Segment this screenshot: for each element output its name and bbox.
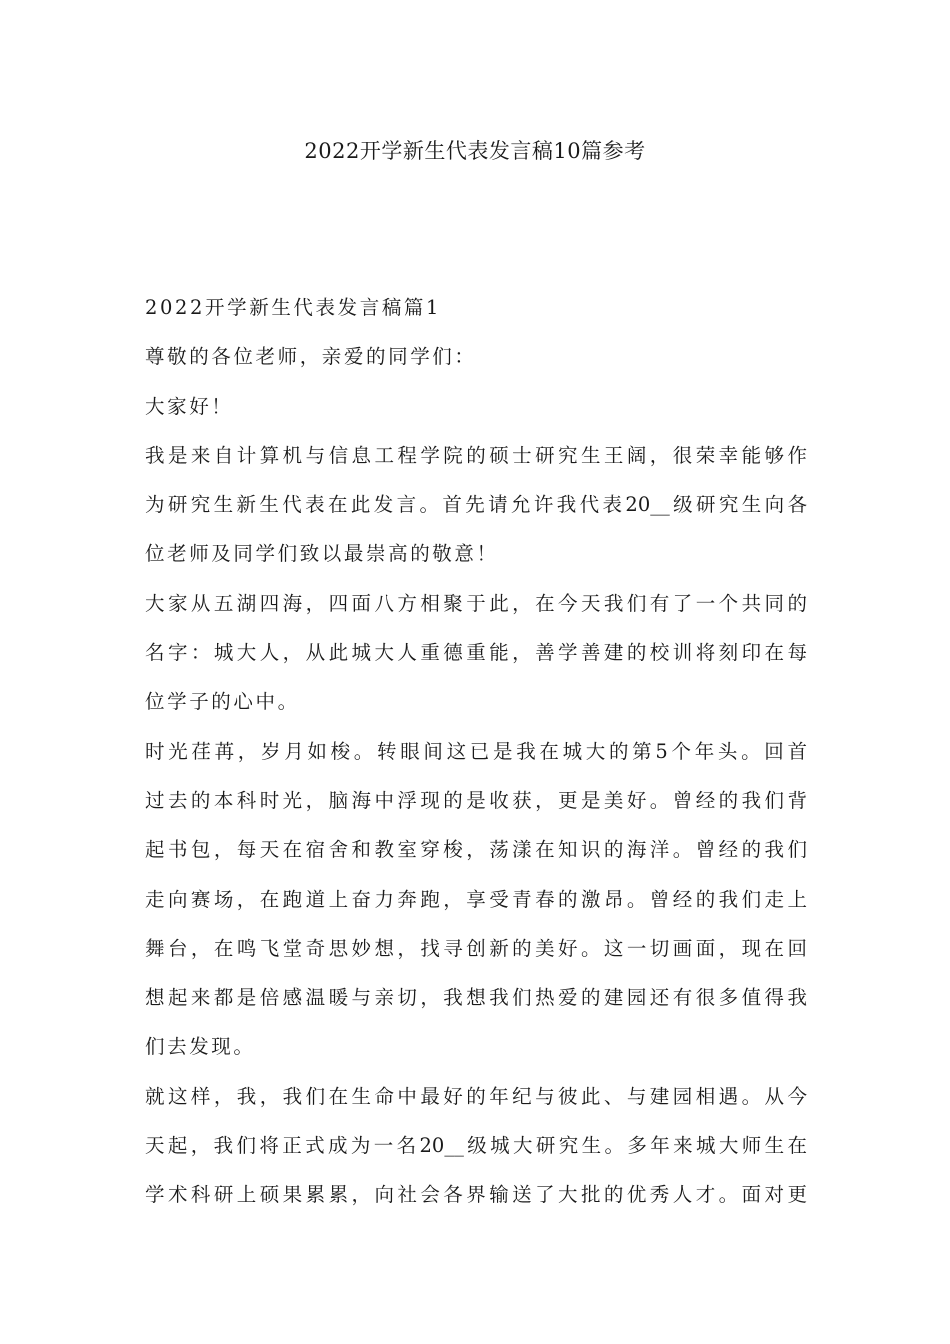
- body-line: 学术科研上硕果累累，向社会各界输送了大批的优秀人才。面对更: [145, 1183, 807, 1207]
- body-line: 大家从五湖四海，四面八方相聚于此，在今天我们有了一个共同的: [145, 591, 807, 615]
- body-line: 名字：城大人，从此城大人重德重能，善学善建的校训将刻印在每: [145, 641, 807, 665]
- body-line: 就这样，我，我们在生命中最好的年纪与彼此、与建园相遇。从今: [145, 1084, 807, 1108]
- body-line: 们去发现。: [145, 1035, 256, 1059]
- document-body: [145, 283, 807, 1220]
- body-line: 想起来都是倍感温暖与亲切，我想我们热爱的建园还有很多值得我: [145, 986, 807, 1010]
- body-line: 走向赛场，在跑道上奋力奔跑，享受青春的激昂。曾经的我们走上: [145, 887, 807, 911]
- body-line: 天起，我们将正式成为一名20__级城大研究生。多年来城大师生在: [145, 1134, 807, 1158]
- document-title: 2022开学新生代表发言稿10篇参考: [304, 139, 646, 163]
- body-line: 舞台，在鸣飞堂奇思妙想，找寻创新的美好。这一切画面，现在回: [145, 936, 807, 960]
- body-line: 过去的本科时光，脑海中浮现的是收获，更是美好。曾经的我们背: [145, 788, 807, 812]
- body-line: 起书包，每天在宿舍和教室穿梭，荡漾在知识的海洋。曾经的我们: [145, 838, 807, 862]
- salutation: 尊敬的各位老师，亲爱的同学们：: [145, 345, 477, 369]
- body-line: 我是来自计算机与信息工程学院的硕士研究生王阔，很荣幸能够作: [145, 443, 807, 467]
- body-line: 位老师及同学们致以最崇高的敬意！: [145, 542, 499, 566]
- section-heading: 2022开学新生代表发言稿篇1: [145, 296, 442, 319]
- body-line: 时光荏苒，岁月如梭。转眼间这已是我在城大的第5个年头。回首: [145, 739, 807, 763]
- greeting: 大家好！: [145, 394, 234, 418]
- body-line: 为研究生新生代表在此发言。首先请允许我代表20__级研究生向各: [145, 493, 807, 517]
- body-line: 位学子的心中。: [145, 690, 300, 714]
